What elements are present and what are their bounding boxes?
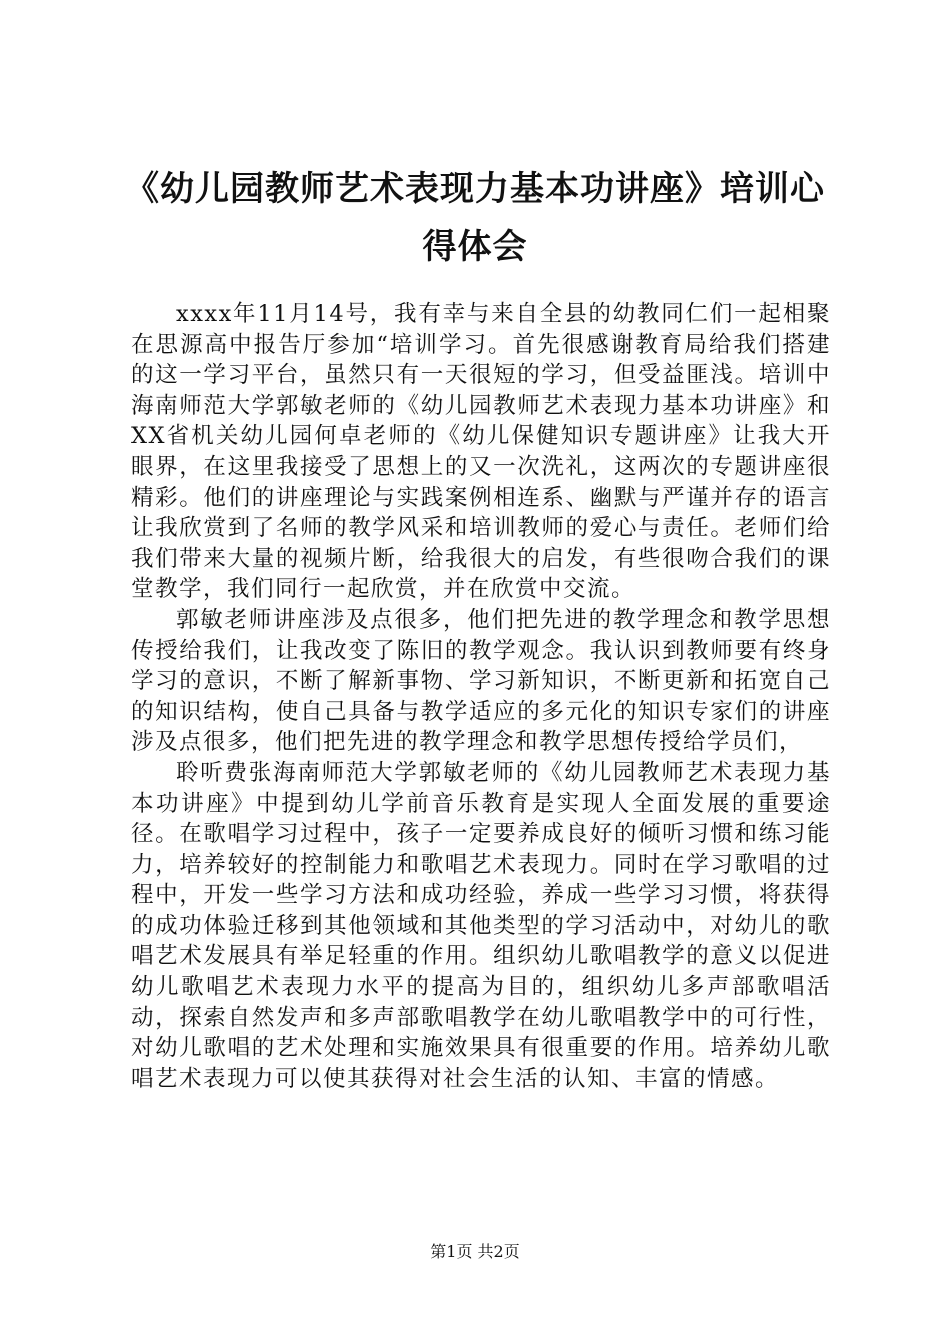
page-number-footer: 第1页 共2页: [430, 1242, 520, 1261]
paragraph-1: xxxx年11月14号，我有幸与来自全县的幼教同仁们一起相聚在思源高中报告厅参加“培训学习。首先很感谢教育局给我们搭建的这一学习平台，虽然只有一天很短的学习，但受益匪浅。培训中海南师范大学郭敏老师的《幼儿园教师艺术表现力基本功讲座》和XX省机关幼儿园何卓老师的《幼儿保健知识专题讲座》让我大开眼界，在这里我接受了思想上的又一次洗礼，这两次的专题讲座很精彩。他们的讲座理论与实践案例相连系、幽默与严谨并存的语言让我欣赏到了名师的教学风采和培训教师的爱心与责任。老师们给我们带来大量的视频片断，给我很大的启发，有些很吻合我们的课堂教学，我们同行一起欣赏，并在欣赏中交流。: [131, 301, 831, 603]
paragraph-2: 郭敏老师讲座涉及点很多，他们把先进的教学理念和教学思想传授给我们，让我改变了陈旧的教学观念。我认识到教师要有终身学习的意识，不断了解新事物、学习新知识，不断更新和拓宽自己的知识结构，使自己具备与教学适应的多元化的知识专家们的讲座涉及点很多，他们把先进的教学理念和教学思想传授给学员们，: [131, 606, 831, 756]
document-body: [131, 299, 831, 1094]
paragraph-3: 聆听费张海南师范大学郭敏老师的《幼儿园教师艺术表现力基本功讲座》中提到幼儿学前音乐教育是实现人全面发展的重要途径。在歌唱学习过程中，孩子一定要养成良好的倾听习惯和练习能力，培养较好的控制能力和歌唱艺术表现力。同时在学习歌唱的过程中，开发一些学习方法和成功经验，养成一些学习习惯，将获得的成功体验迁移到其他领域和其他类型的学习活动中，对幼儿的歌唱艺术发展具有举足轻重的作用。组织幼儿歌唱教学的意义以促进幼儿歌唱艺术表现力水平的提高为目的，组织幼儿多声部歌唱活动，探索自然发声和多声部歌唱教学在幼儿歌唱教学中的可行性，对幼儿歌唱的艺术处理和实施效果具有很重要的作用。培养幼儿歌唱艺术表现力可以使其获得对社会生活的认知、丰富的情感。: [131, 759, 831, 1092]
document-title: 《幼儿园教师艺术表现力基本功讲座》培训心得体会: [125, 169, 825, 267]
